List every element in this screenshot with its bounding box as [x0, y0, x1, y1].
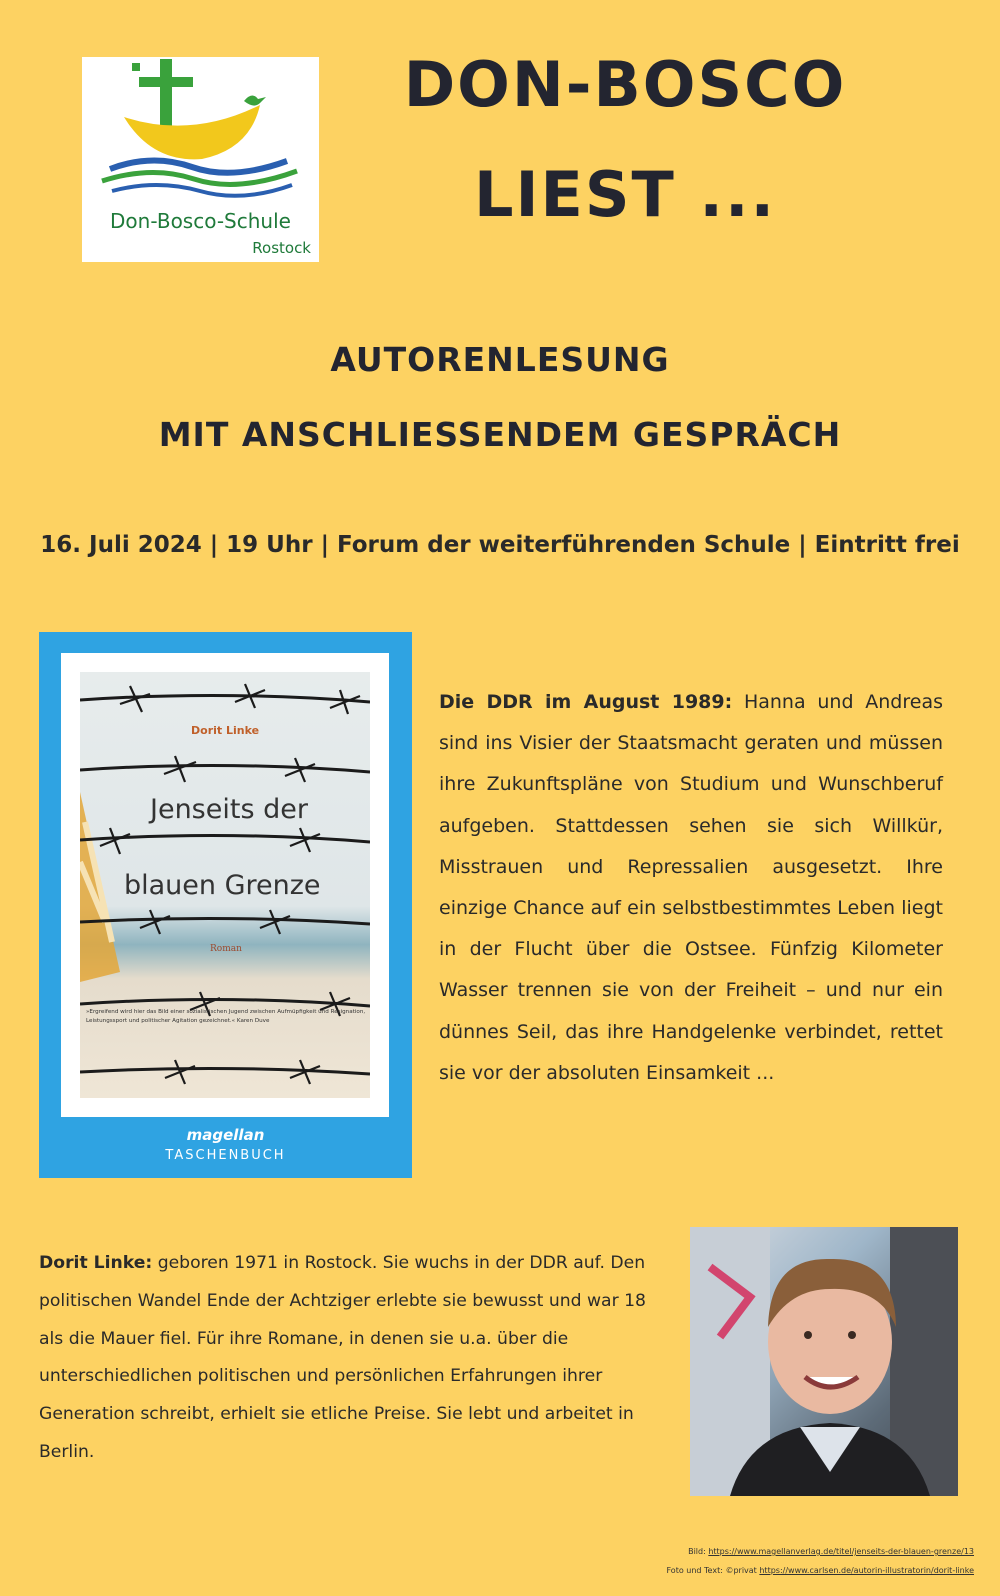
- logo-city: Rostock: [252, 239, 311, 257]
- book-cover-stamp-frame: [61, 653, 389, 1117]
- headline-line-1: DON-BOSCO: [403, 48, 847, 121]
- boat-cross-logo-icon: [82, 57, 319, 207]
- cover-series: TASCHENBUCH: [165, 1148, 286, 1163]
- headline-line-2: LIEST ...: [473, 158, 777, 231]
- author-bio: [39, 1245, 654, 1472]
- book-description-lead: Die DDR im August 1989:: [439, 691, 733, 713]
- photo-credit: [666, 1566, 974, 1575]
- image-credit-label: Bild:: [688, 1547, 709, 1556]
- photo-credit-link[interactable]: https://www.carlsen.de/autorin-illustratorin/dorit-linke: [759, 1566, 974, 1575]
- book-description: [439, 682, 943, 1094]
- author-bio-text: geboren 1971 in Rostock. Sie wuchs in der DDR auf. Den politischen Wandel Ende der Achtziger erlebte sie bewusst und war 18 als die Mauer fiel. Für ihre Romane, in denen sie u.a. über die unterschiedlichen politischen und persönlichen Erfahrungen ihrer Generation schreibt, erhielt sie etliche Preise. Sie lebt und arbeitet in Berlin.: [39, 1253, 646, 1462]
- book-cover: [39, 632, 412, 1178]
- cover-genre: Roman: [210, 944, 242, 954]
- author-portrait-icon: [690, 1227, 958, 1496]
- event-info: 16. Juli 2024 | 19 Uhr | Forum der weiterführenden Schule | Eintritt frei: [40, 532, 960, 558]
- author-bio-lead: Dorit Linke:: [39, 1253, 153, 1273]
- cover-author: Dorit Linke: [191, 724, 260, 737]
- book-cover-photo: [80, 672, 370, 1098]
- cover-title-line-1: Jenseits der: [150, 794, 308, 825]
- cover-quote: »Ergreifend wird hier das Bild einer sozialistischen Jugend zwischen Aufmüpfigkeit und Resignation, Leistungssport und politischer Agitation gezeichnet.« Karen Duve: [86, 1009, 366, 1024]
- cover-publisher: magellan: [186, 1126, 265, 1144]
- book-description-text: Hanna und Andreas sind ins Visier der Staatsmacht geraten und müssen ihre Zukunftspläne von Studium und Wunschberuf aufgeben. Stattdessen sehen sie sich Willkür, Misstrauen und Repressalien ausgesetzt. Ihre einzige Chance auf ein selbstbestimmtes Leben liegt in der Flucht über die Ostsee. Fünfzig Kilometer Wasser trennen sie von der Freiheit – und nur ein dünnes Seil, das ihre Handgelenke verbindet, rettet sie vor der absoluten Einsamkeit ...: [439, 691, 943, 1084]
- school-logo: [82, 57, 319, 262]
- subheadline-line-1: AUTORENLESUNG: [330, 340, 670, 379]
- image-credit: [688, 1547, 974, 1556]
- image-credit-link[interactable]: https://www.magellanverlag.de/titel/jenseits-der-blauen-grenze/13: [708, 1547, 974, 1556]
- logo-school-name: Don-Bosco-Schule: [110, 209, 291, 233]
- subheadline-line-2: MIT ANSCHLIESSENDEM GESPRÄCH: [158, 415, 842, 454]
- cover-title-line-2: blauen Grenze: [124, 870, 321, 901]
- photo-credit-label: Foto und Text: ©privat: [666, 1566, 760, 1575]
- author-photo: [690, 1227, 958, 1496]
